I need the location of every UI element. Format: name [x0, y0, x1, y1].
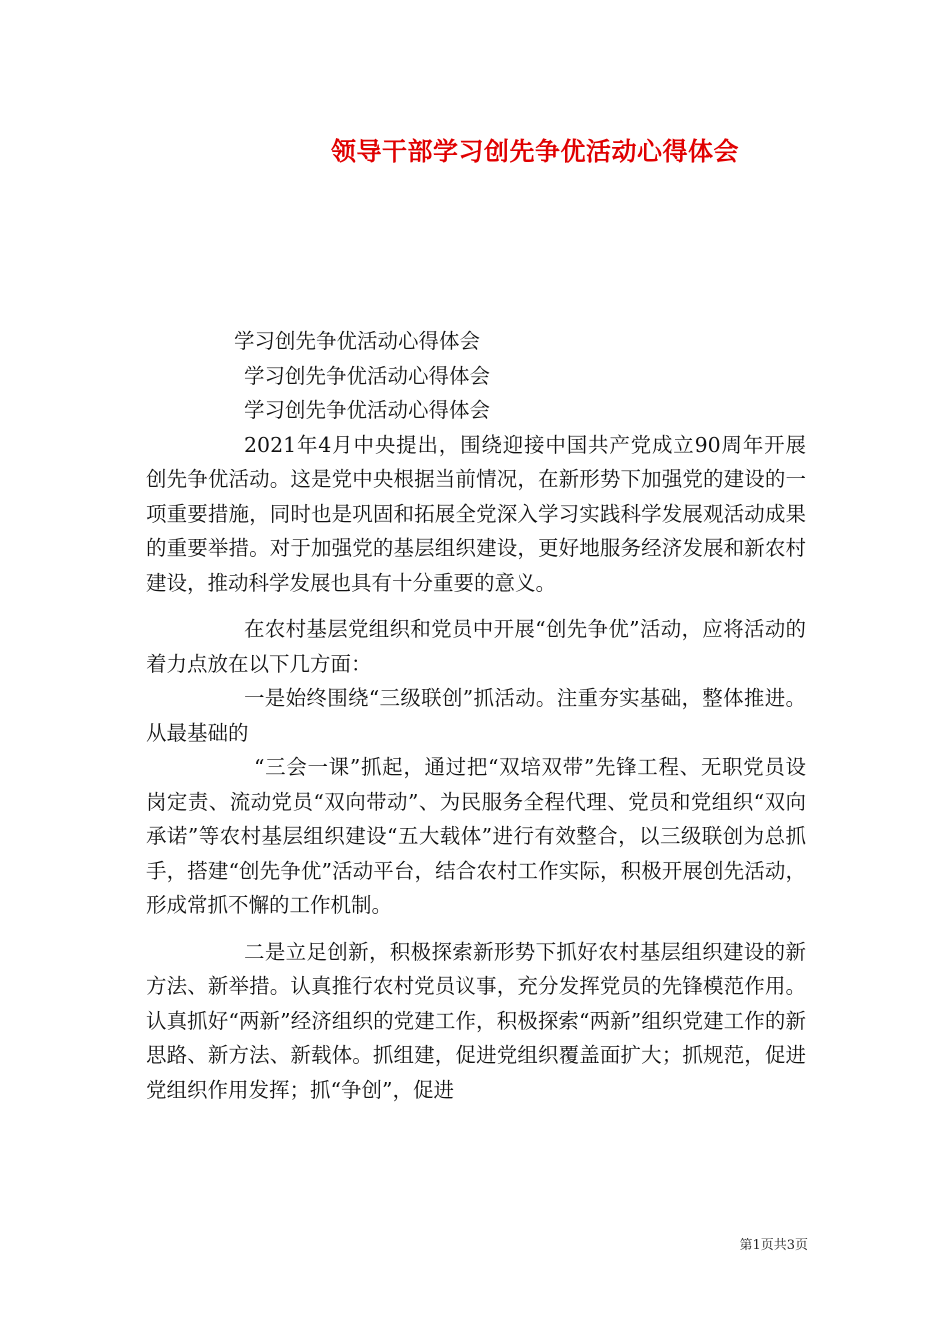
page-number: 第1页共3页	[739, 1238, 808, 1253]
document-body	[146, 324, 806, 1107]
paragraph-focus: 在农村基层党组织和党员中开展“创先争优”活动，应将活动的着力点放在以下几方面：	[146, 617, 806, 676]
paragraph-point-one: 一是始终围绕“三级联创”抓活动。注重夯实基础，整体推进。从最基础的	[146, 686, 806, 745]
paragraph-point-two: 二是立足创新，积极探索新形势下抓好农村基层组织建设的新方法、新举措。认真推行农村党员议事，充分发挥党员的先锋模范作用。认真抓好“两新”经济组织的党建工作，积极探索“两新”组织党建工作的新思路、新方法、新载体。抓组建，促进党组织覆盖面扩大；抓规范，促进党组织作用发挥；抓“争创”，促进	[146, 939, 806, 1102]
subheading-1: 学习创先争优活动心得体会	[234, 329, 480, 353]
paragraph-point-one-detail: “三会一课”抓起，通过把“双培双带”先锋工程、无职党员设岗定责、流动党员“双向带动”、为民服务全程代理、党员和党组织“双向承诺”等农村基层组织建设“五大载体”进行有效整合，以三级联创为总抓手，搭建“创先争优”活动平台，结合农村工作实际，积极开展创先活动，形成常抓不懈的工作机制。	[146, 755, 806, 917]
subheading-2: 学习创先争优活动心得体会	[244, 363, 490, 388]
paragraph-gap	[146, 923, 806, 935]
subheading-3: 学习创先争优活动心得体会	[244, 398, 490, 422]
paragraph-gap	[146, 600, 806, 612]
paragraph-intro: 2021年4月中央提出，围绕迎接中国共产党成立90周年开展创先争优活动。这是党中央根据当前情况，在新形势下加强党的建设的一项重要措施，同时也是巩固和拓展全党深入学习实践科学发展观活动成果的重要举措。对于加强党的基层组织建设，更好地服务经济发展和新农村建设，推动科学发展也具有十分重要的意义。	[146, 432, 806, 595]
document-title: 领导干部学习创先争优活动心得体会	[330, 137, 739, 166]
